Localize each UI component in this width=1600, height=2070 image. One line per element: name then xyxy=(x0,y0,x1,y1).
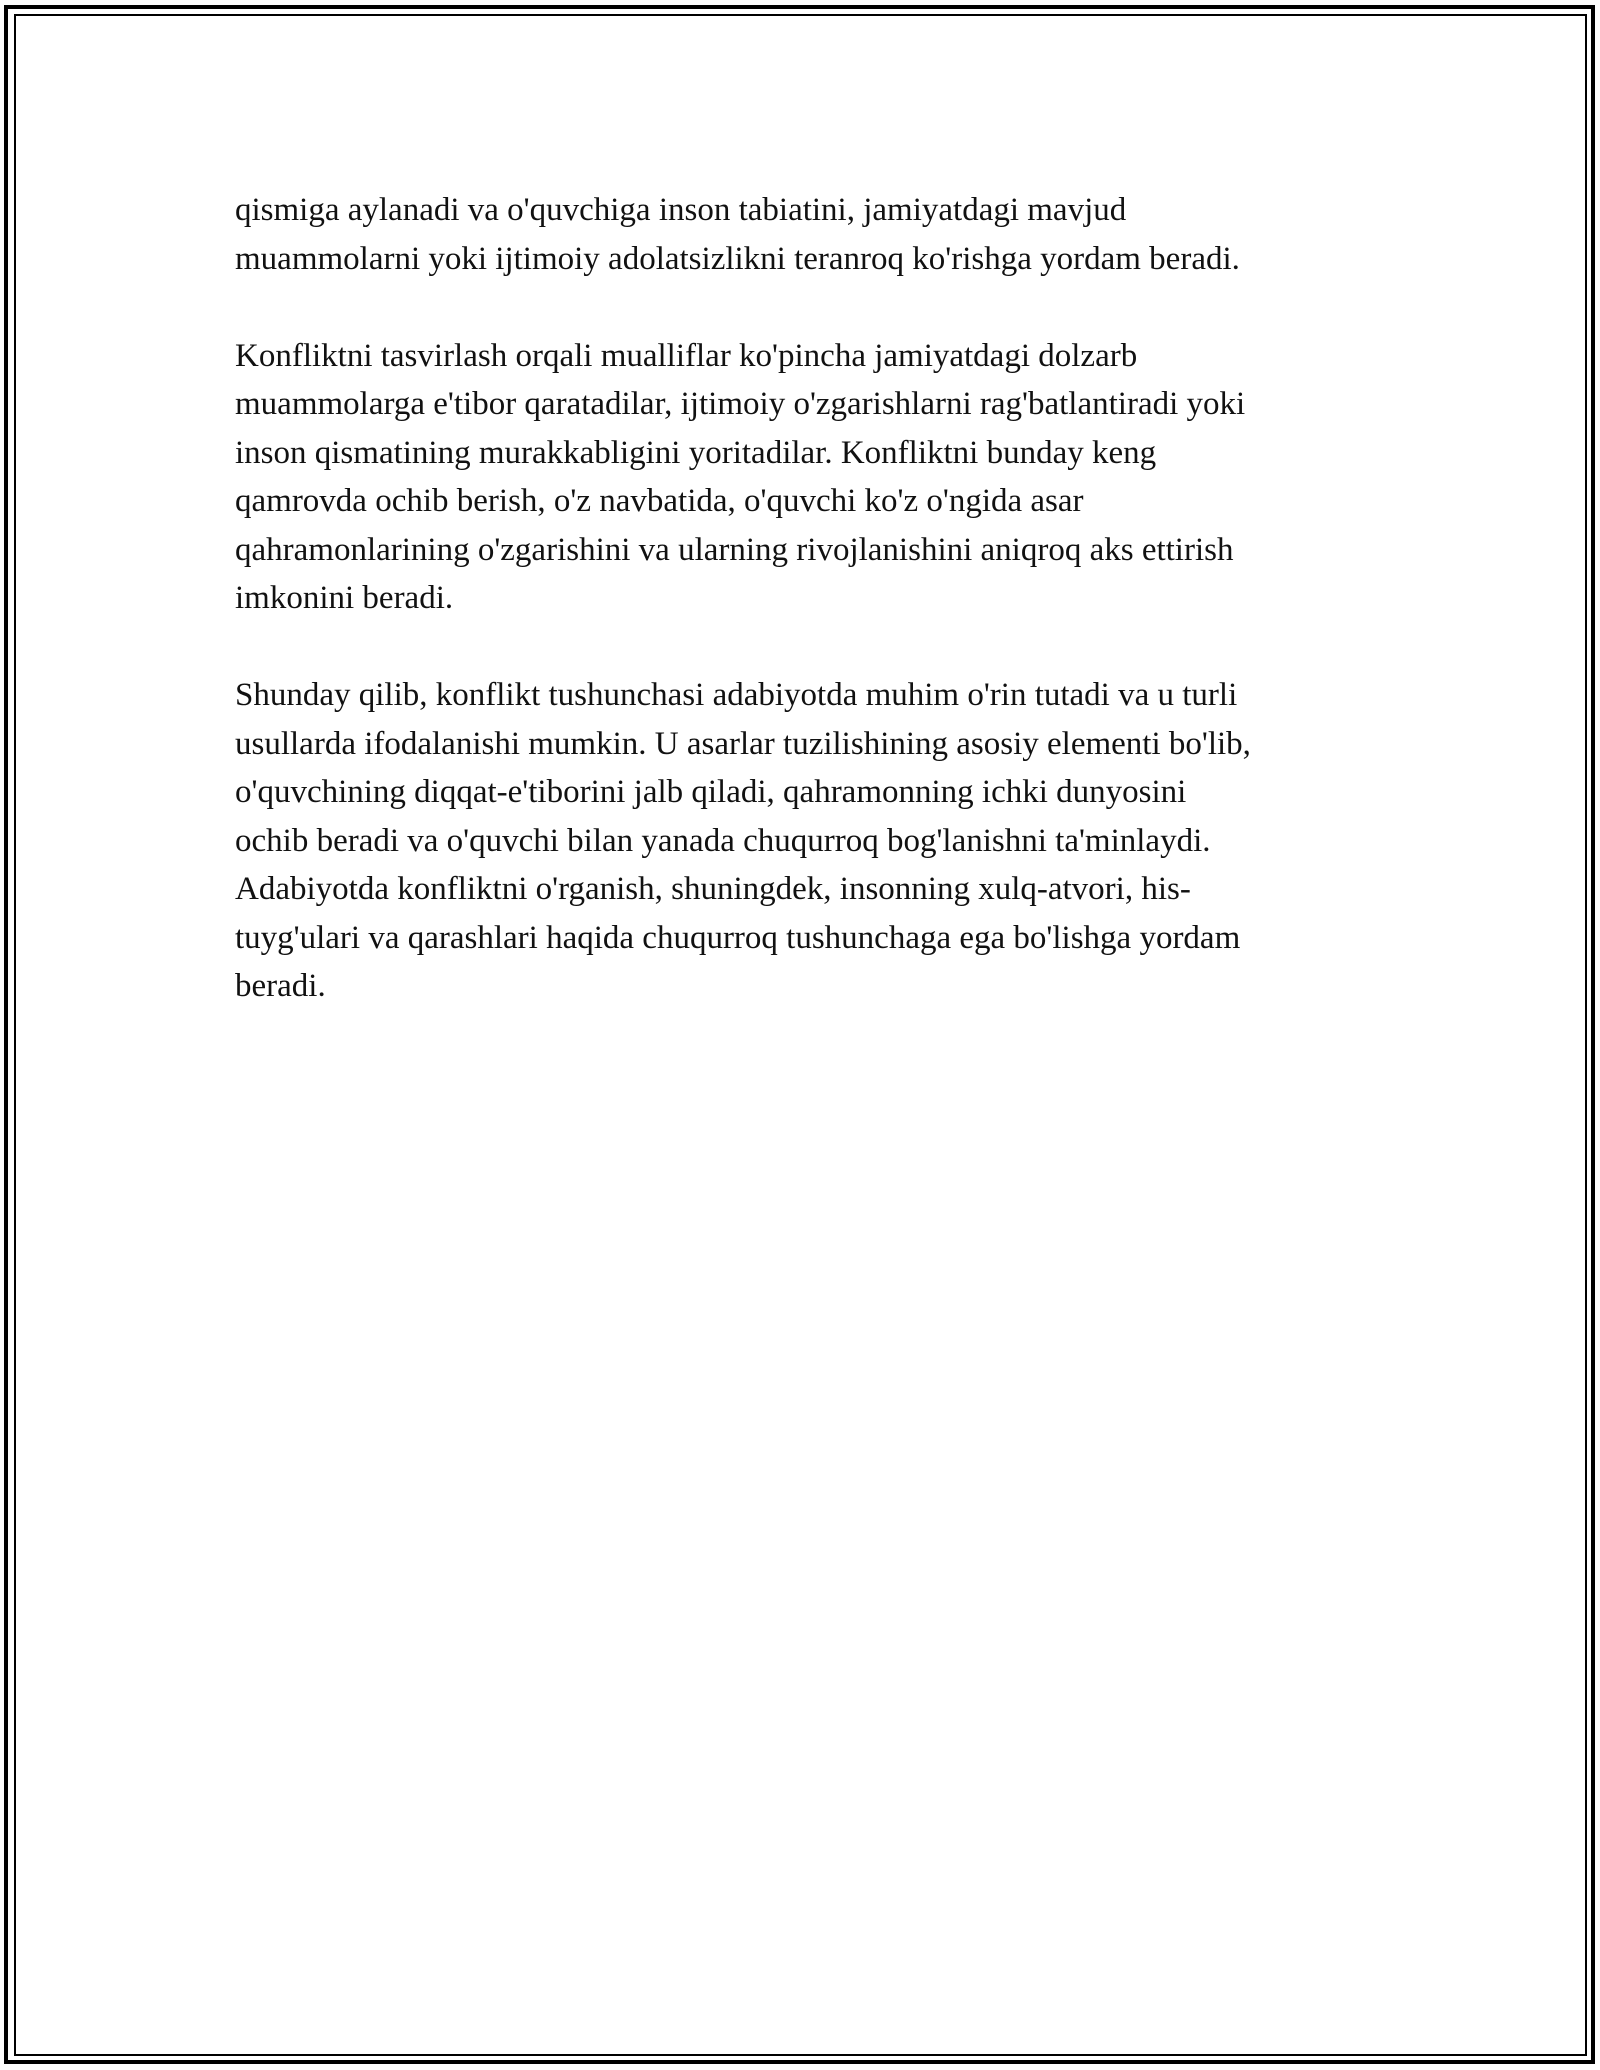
text-line: beradi. xyxy=(235,968,326,1004)
paragraph-2 xyxy=(235,332,1385,623)
text-line: Adabiyotda konfliktni o'rganish, shuningdek, insonning xulq-atvori, his- xyxy=(235,871,1191,907)
text-line: inson qismatining murakkabligini yoritadilar. Konfliktni bunday keng xyxy=(235,434,1157,471)
text-line: Konfliktni tasvirlash orqali mualliflar ko'pincha jamiyatdagi dolzarb xyxy=(235,337,1138,374)
text-line: qahramonlarining o'zgarishini va ularning rivojlanishini aniqroq aks ettirish xyxy=(235,531,1234,568)
text-line: usullarda ifodalanishi mumkin. U asarlar tuzilishining asosiy elementi bo'lib, xyxy=(235,725,1251,762)
text-line: Shunday qilib, konflikt tushunchasi adabiyotda muhim o'rin tutadi va u turli xyxy=(235,677,1238,713)
text-line: muammolarga e'tibor qaratadilar, ijtimoiy o'zgarishlarni rag'batlantiradi yoki xyxy=(235,386,1246,422)
text-line: tuyg'ulari va qarashlari haqida chuqurroq tushunchaga ega bo'lishga yordam xyxy=(235,919,1241,956)
text-line: ochib beradi va o'quvchi bilan yanada chuqurroq bog'lanishni ta'minlaydi. xyxy=(235,822,1211,859)
text-line: o'quvchining diqqat-e'tiborini jalb qiladi, qahramonning ichki dunyosini xyxy=(235,774,1187,810)
paragraph-3 xyxy=(235,671,1385,1011)
text-line: qamrovda ochib berish, o'z navbatida, o'quvchi ko'z o'ngida asar xyxy=(235,483,1084,519)
text-line: imkonini beradi. xyxy=(235,580,454,616)
text-line: muammolarni yoki ijtimoiy adolatsizlikni teranroq ko'rishga yordam beradi. xyxy=(235,240,1240,277)
text-line: qismiga aylanadi va o'quvchiga inson tabiatini, jamiyatdagi mavjud xyxy=(235,192,1127,228)
document-body xyxy=(235,186,1385,1059)
paragraph-1 xyxy=(235,186,1385,283)
